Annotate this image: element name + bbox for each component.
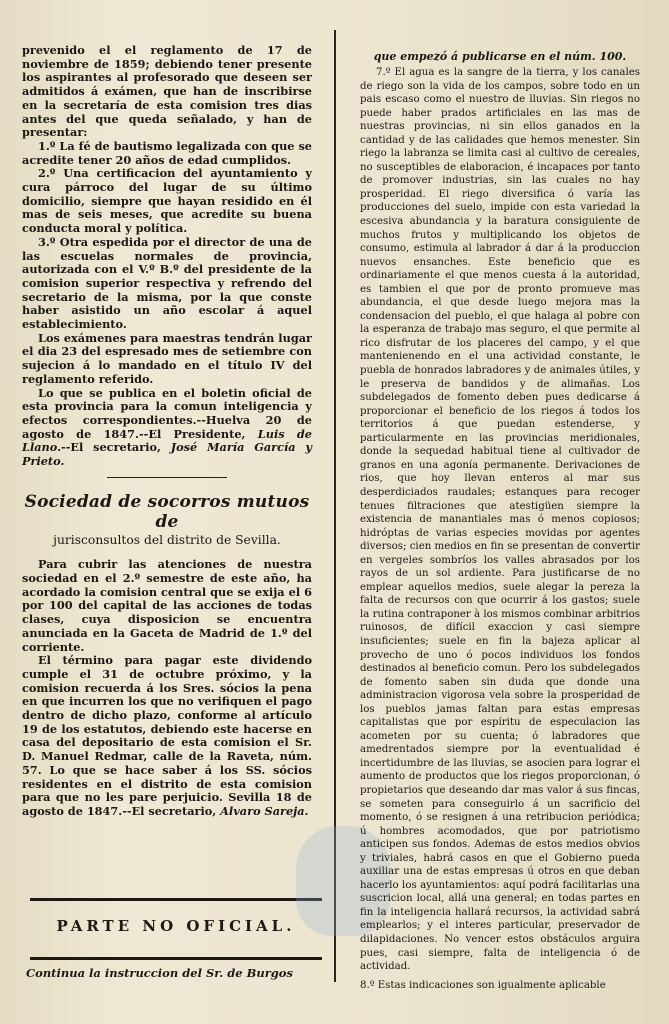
right-footer-line: 8.º Estas indicaciones son igualmente aplicable — [360, 980, 606, 991]
requirement-2: 2.º Una certificacion del ayuntamiento y cura párroco del lugar de su último domicilio, siempre que hayan residido en él mas de seis meses, que acredite su buena conducta moral y política. — [22, 166, 312, 236]
requirement-1: 1.º La fé de bautismo legalizada con que se acredite tener 20 años de edad cumplidos. — [22, 138, 312, 167]
left-column — [22, 44, 312, 819]
right-column — [360, 42, 640, 974]
left-footer-line: Continua la instruccion del Sr. de Burgos — [26, 966, 293, 980]
signature-secretary: José María García y Prieto. — [22, 440, 312, 469]
society-text: El término para pagar este dividendo cumple el 31 de octubre próximo, y la comision recuerda á los Sres. sócios la pena en que incurren los que no verifiquen el pago dentro de dicho plazo, conforme al artículo 19 de los estatutos, debiendo este hacerse en casa del depositario de esta comision el Sr. D. Manuel Redmar, calle de la Raveta, núm. 57. Lo que se hace saber á los SS. sócios residentes en el distrito de esta comision para que no les pare perjuicio. Sevilla 18 de agosto de 1847.--El secretario, — [22, 653, 312, 818]
exam-paragraph: Los exámenes para maestras tendrán lugar el dia 23 del espresado mes de setiembre con sujecion á lo mandado en el título IV del reglamento referido. — [22, 330, 312, 386]
publication-text: Lo que se publica en el boletin oficial de esta provincia para la comun inteligencia y efectos correspondientes.--Huelva 20 de agosto de 1847.--El Presidente, — [22, 385, 312, 441]
requirement-3: 3.º Otra espedida por el director de una de las escuelas normales de provincia, autorizada con el V.º B.º del presidente de la comision superior respectiva y refrendo del secretario de la misma, por la que conste haber asistido un año escolar á aquel establecimiento. — [22, 234, 312, 332]
society-paragraph-1: Para cubrir las atenciones de nuestra sociedad en el 2.º semestre de este año, ha acordado la comision central que se exija el 6 por 100 del capital de las acciones de todas clases, cuya disposicion se encuentra anunciada en la Gaceta de Madrid de 1.º del corriente. — [22, 557, 312, 654]
publication-paragraph — [22, 387, 312, 469]
right-column-header: que empezó á publicarse en el núm. 100. — [373, 50, 627, 63]
secretary-label: --El secretario, — [61, 440, 161, 455]
parte-no-oficial-title: PARTE NO OFICIAL. — [56, 917, 296, 935]
parte-no-oficial-banner — [30, 898, 322, 960]
left-paragraph-1: prevenido el el reglamento de 17 de noviembre de 1859; debiendo tener presente los aspirantes al profesorado que deseen ser admitidos á exámen, que han de inscribirse en la secretaría de esta comision tres dias antes del que queda señalado, y han de presentar: — [22, 43, 312, 140]
section-subheading: jurisconsultos del distrito de Sevilla. — [53, 533, 281, 548]
section-heading: Sociedad de socorros mutuos de — [24, 492, 310, 533]
society-paragraph-2 — [22, 654, 312, 818]
irrigation-paragraph: 7.º El agua es la sangre de la tierra, y los canales de riego son la vida de los campos, sobre todo en un pais escaso como el nuestro de lluvias. Sin riegos no puede haber prados artificiales en las mas de nuestras provincias, ni sin ellos ganados en la cantidad y de las calidades que hemos menester. Sin riego la labranza se limita casi al cultivo de cereales, no susceptibles de elaboracion, é incapaces por tanto de promover industrias, sin las cuales no hay prosperidad. El riego diversifica ó varía las producciones del suelo, impide con esta variedad la escesiva abundancia y la baratura consiguiente de muchos frutos y multiplicando los objetos de consumo, estimula al labrador á dar á la produccion nuevos ensanches. Este beneficio que es ordinariamente el que menos cuesta á la autoridad, es tambien el que por de pronto promueve mas abundancia, el que desde luego mejora mas la condensacion del pueblo, el que halaga al pobre con la esperanza de trabajo mas seguro, el que permite al rico disfrutar de los placeres del campo, y el que mantenienendo en el una actividad constante, le puebla de honrados labradores y de animales útiles, y le preserva de bandidos y de alimañas. Los subdelegados de fomento deben pues dedicarse á proporcionar el beneficio de los riegos á todos los territorios á que puedan estenderse, y particularmente en las provincias meridionales, donde la sequedad habitual tiene al cultivador de granos en una agonía permanente. Derivaciones de rios, que hoy llevan enteros al mar sus desperdiciados raudales; estanques para recoger tenues filtraciones que atestigüen siempre la existencia de manantiales mas ó menos copiosos; hidróptas de varias especies movidas por agentes diversos; cien medios en fin se presentan de convertir en vergeles sombríos los valles abrasados por los rayos de un sol ardiente. Para justificarse de no emplear aquellos medios, suele alegar la pereza la falta de recursos con que ocurrir á los gastos; suele la rutina contraponer à los mismos combinar arbitrios ruinosos, de difícil exaccion y casi siempre insuficientes; suele en fin la bajeza aplicar al provecho de uno ó pocos individuos los fondos destinados al beneficio comun. Pero los subdelegados de fomento saben sin duda que donde una administracion vigorosa vela sobre la prosperidad de los pueblos jamas faltan para estas empresas capitalistas que por espíritu de especulacion las acometen por su cuenta; ó labradores que amedrentados siempre por la eventualidad é incertidumbre de las lluvias, se asocien para lograr el aumento de productos que los riegos proporcionan, ó propietarios que deseando dar mas valor á sus fincas, se someten para conseguirlo á un sacrificio del momento, ó se resignen á una retribucion periódica; ú hombres acomodados, que por patriotismo anticipen sus fondos. Ademas de estos medios obvios y triviales, habrá casos en que el Gobierno pueda auxiliar una de estas empresas ú otros en que deban hacerlo los ayuntamientos: aquí podrá facilitarlas una suscricion local, allá una general; en todas partes en fin la inteligencia hallará recursos, la actividad sabrá emplearlos; y el interes particular, preservador de dilapidaciones. No vencer estos obstáculos arguira pues, casi siempre, falta de inteligencia ó de actividad. — [360, 67, 640, 973]
signature-president: Luis de Llano. — [22, 426, 312, 455]
section-divider — [107, 477, 227, 479]
society-signature: Alvaro Sareja. — [220, 803, 309, 818]
